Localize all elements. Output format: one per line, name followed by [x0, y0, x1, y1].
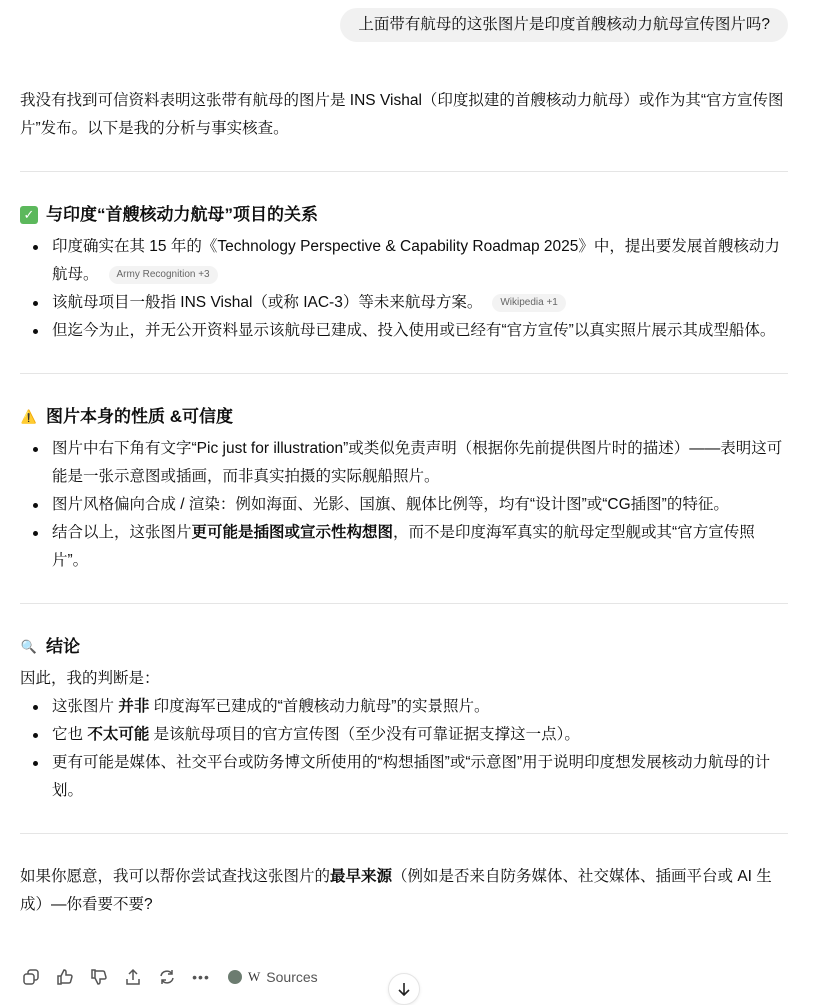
text-span: 印度海军已建成的“首艘核动力航母”的实景照片。 — [149, 698, 490, 715]
text-span: 但迄今为止，并无公开资料显示该航母已建成、投入使用或已经有“官方宣传”以真实照片展示其成型船体。 — [52, 322, 776, 339]
list-item — [52, 721, 788, 749]
share-button[interactable] — [122, 966, 144, 988]
section-title: 图片本身的性质 &可信度 — [46, 407, 233, 426]
text-span: 它也 — [52, 726, 88, 743]
thumbs-down-icon — [90, 968, 108, 986]
scroll-to-bottom-button[interactable] — [388, 973, 420, 1005]
text-span: 如果你愿意，我可以帮你尝试查找这张图片的 — [20, 868, 331, 885]
citation-chip[interactable]: Wikipedia +1 — [492, 294, 566, 312]
list-item — [52, 519, 788, 575]
text-span: 这张图片 — [52, 698, 119, 715]
citation-chip[interactable]: Army Recognition +3 — [109, 266, 218, 284]
bold-text: 最早来源 — [330, 868, 393, 885]
bold-text: 并非 — [118, 698, 150, 715]
section-title: 结论 — [46, 637, 80, 656]
text-span: 印度确实在其 15 年的《Technology Perspective & Capability Roadmap 2025》中，提出要发展首艘核动力航母。 — [52, 238, 780, 283]
regenerate-button[interactable] — [156, 966, 178, 988]
copy-icon — [22, 968, 40, 986]
divider — [20, 373, 788, 374]
text-span: 更有可能是媒体、社交平台或防务博文所使用的“构想插图”或“示意图”用于说明印度想发展核动力航母的计划。 — [52, 754, 771, 799]
section-title: 与印度“首艘核动力航母”项目的关系 — [46, 205, 318, 224]
list-item — [52, 749, 788, 805]
magnifier-icon: 🔍 — [20, 639, 38, 654]
check-icon: ✓ — [20, 206, 38, 224]
bold-text: 更可能是插图或宣示性构想图 — [191, 524, 394, 541]
thumbs-up-button[interactable] — [54, 966, 76, 988]
bullet-list — [20, 233, 788, 345]
text-span: （例如是否来自防务媒体、社交媒体、插画平台或 AI 生成）—你看要不要? — [20, 868, 772, 913]
army-recognition-favicon-icon — [228, 970, 242, 984]
warning-icon: ⚠️ — [20, 409, 38, 424]
closing-paragraph — [20, 863, 788, 919]
text-span: 结合以上，这张图片 — [52, 524, 192, 541]
more-icon: ••• — [192, 969, 210, 985]
assistant-response — [20, 87, 788, 919]
message-action-bar — [20, 963, 318, 991]
text-span: 该航母项目一般指 INS Vishal（或称 IAC-3）等未来航母方案。 — [52, 294, 483, 311]
list-item — [52, 491, 788, 519]
divider — [20, 603, 788, 604]
thumbs-down-button[interactable] — [88, 966, 110, 988]
section-heading — [20, 403, 788, 431]
list-item — [52, 233, 788, 289]
copy-button[interactable] — [20, 966, 42, 988]
list-item — [52, 289, 788, 317]
text-span: ，而不是印度海军真实的航母定型舰或其“官方宣传照片”。 — [52, 524, 755, 569]
share-icon — [124, 968, 142, 986]
wikipedia-favicon-icon: W — [248, 969, 261, 984]
bold-text: 不太可能 — [87, 726, 150, 743]
divider — [20, 171, 788, 172]
text-span: 是该航母项目的官方宣传图（至少没有可靠证据支撑这一点）。 — [149, 726, 580, 743]
arrow-down-icon — [396, 981, 412, 997]
intro-paragraph: 我没有找到可信资料表明这张带有航母的图片是 INS Vishal（印度拟建的首艘核动力航母）或作为其“官方宣传图片”发布。以下是我的分析与事实核查。 — [20, 92, 784, 137]
list-item — [52, 435, 788, 491]
user-message-bubble: 上面带有航母的这张图片是印度首艘核动力航母宣传图片吗? — [340, 8, 788, 42]
refresh-icon — [158, 968, 176, 986]
section-heading — [20, 201, 788, 229]
thumbs-up-icon — [56, 968, 74, 986]
text-span: 图片风格偏向合成 / 渲染：例如海面、光影、国旗、舰体比例等，均有“设计图”或“CG插图”的特征。 — [52, 496, 729, 513]
list-item — [52, 317, 788, 345]
list-item — [52, 693, 788, 721]
divider — [20, 833, 788, 834]
sources-label: Sources — [266, 969, 318, 985]
text-span: 图片中右下角有文字“Pic just for illustration”或类似免责声明（根据你先前提供图片时的描述）——表明这可能是一张示意图或插画，而非真实拍摄的实际舰船照片。 — [52, 440, 783, 485]
more-button[interactable] — [190, 966, 212, 988]
section-heading — [20, 633, 788, 661]
bullet-list — [20, 693, 788, 805]
section-lead: 因此，我的判断是： — [20, 670, 160, 687]
bullet-list — [20, 435, 788, 575]
sources-button[interactable] — [228, 963, 318, 991]
